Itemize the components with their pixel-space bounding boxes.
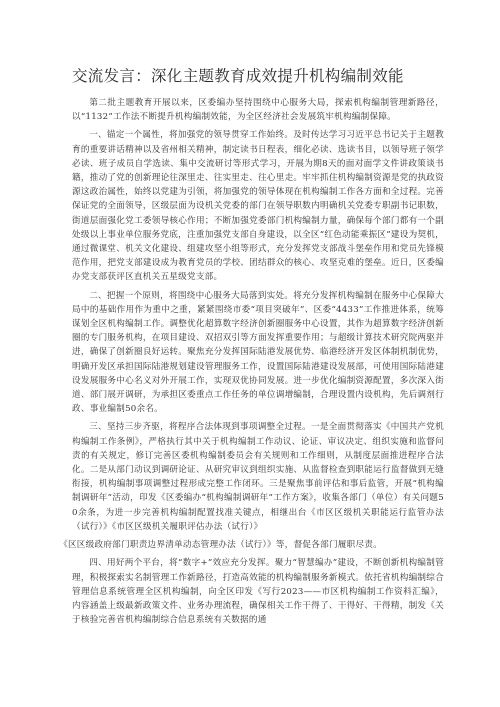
- paragraph-section-four: 四、用好两个平台，将“数字+”效应充分发挥。聚力“智慧编办”建设，不断创新机构编制管理，积极探索实名制管理工作新路径，打造高效能的机构编制服务新模式。依托省机构编制综合管理信息系统管理全区机构编制，向全区印发《写行2023——市区机构编制工作资料汇编》，内容涵盖上级最新政策文件、业务办理流程，确保相关工作干得了、干得好、干得精，制发《关于核验完善省机构编制综合信息系统有关数据的通: [72, 558, 444, 626]
- paragraph-section-two: 二、把握一个原则，将围绕中心服务大局落到实处。将充分发挥机构编制在服务中心保障大局中的基础作用作为重中之重，紧紧围绕市委“项目突破年”、区委“4433”工作推进体系，统筹谋划全区机构编制工作。调整优化超算数字经济创新圈服务中心设置，其作为超算数字经济创新圈的专门服务机构，在项目建设、双招双引等方面发挥重要作用；与超级计算技术研究院两驱并进，确保了创新圈良好运转。聚焦充分发挥国际陆港发展优势、临港经济开发区体制机制优势，明确开发区承担国际陆港规划建设管理服务工作，设置国际陆港建设发展部，可使用国际陆港建设发展服务中心名义对外开展工作，实现双优协同发展。进一步优化编制资源配置，多次深入街道、部门展开调研，为承担区委重点工作任务的单位调增编制，合理设置内设机构，先后调剂行政、事业编制50余名。: [72, 290, 444, 415]
- paragraph-section-one: 一、锚定一个属性，将加强党的领导贯穿工作始终。及时传达学习习近平总书记关于主题教育的重要讲话精神以及省州相关精神，制定读书日程表，细化必读、选读书目，以领导班子领学必读、班子成员自学选读、集中交流研讨等形式学习，开展为期8天的面对面学文件讲政策谈书籍，推动了党的创新理论往深里走、往实里走、往心里走。牢牢抓住机构编制资源是党的执政资源这政治属性，始终以党建为引领，将加强党的领导体现在机构编制工作各方面和全过程。完善保证党的全面领导，区级层面为设机关党委的部门在领导职数内明确机关党委专职副书记职数，街道层面强化党工委领导核心作用；不断加强党委部门机构编制力量，确保每个部门都有一个副处级以上事业单位服务党底，注重加强党支部自身建设，以全区“红色动能乘振区”建设为契机，通过微课堂、机关文化建设、组建攻坚小组等形式，充分发挥党支部战斗堡垒作用和党员先锋模范作用，把党支部建设成为教育党员的学校、团结群众的核心、攻坚克难的堡垒。近日，区委编办党支部获评区直机关五星级党支部。: [72, 130, 444, 283]
- document-title: 交流发言：深化主题教育成效提升机构编制效能: [72, 67, 404, 85]
- paragraph-section-three: 三、坚持三步齐驱，将程序合法体现到事项调整全过程。一是全面贯彻落实《中国共产党机构编制工作条例》，严格执行其中关于机构编制工作动议、论证、审议决定、组织实施和监督问责的有关规定，修订完善区委机构编制委员会有关规则和工作细则，从制度层面推进程序合法化。二是从部门动议到调研论证、从研究审议到组织实施、从监督检查到职能运行监督做到无缝衔接，机构编制事项调整过程形成完整工作闭环。三是聚焦事前评估和事后监管，开展“机构编制调研年”活动，印发《区委编办“机构编制调研年”工作方案》，收集各部门（单位）有关问题50余条，为进一步完善机构编制配置找准关键点，相继出台《市区区级机关职能运行监管办法（试行）》《市区区级机关履职评估办法（试行）》: [72, 422, 444, 532]
- paragraph-intro: 第二批主题教育开展以来，区委编办坚持围绕中心服务大局，探索机构编制管理新路径，以“1132”工作法不断提升机构编制效能，为全区经济社会发展筑牢机构编制保障。: [72, 98, 444, 123]
- paragraph-section-three-continued: 《区区级政府部门职责边界清单动态管理办法（试行）》等，督促各部门履职尽责。: [59, 540, 383, 551]
